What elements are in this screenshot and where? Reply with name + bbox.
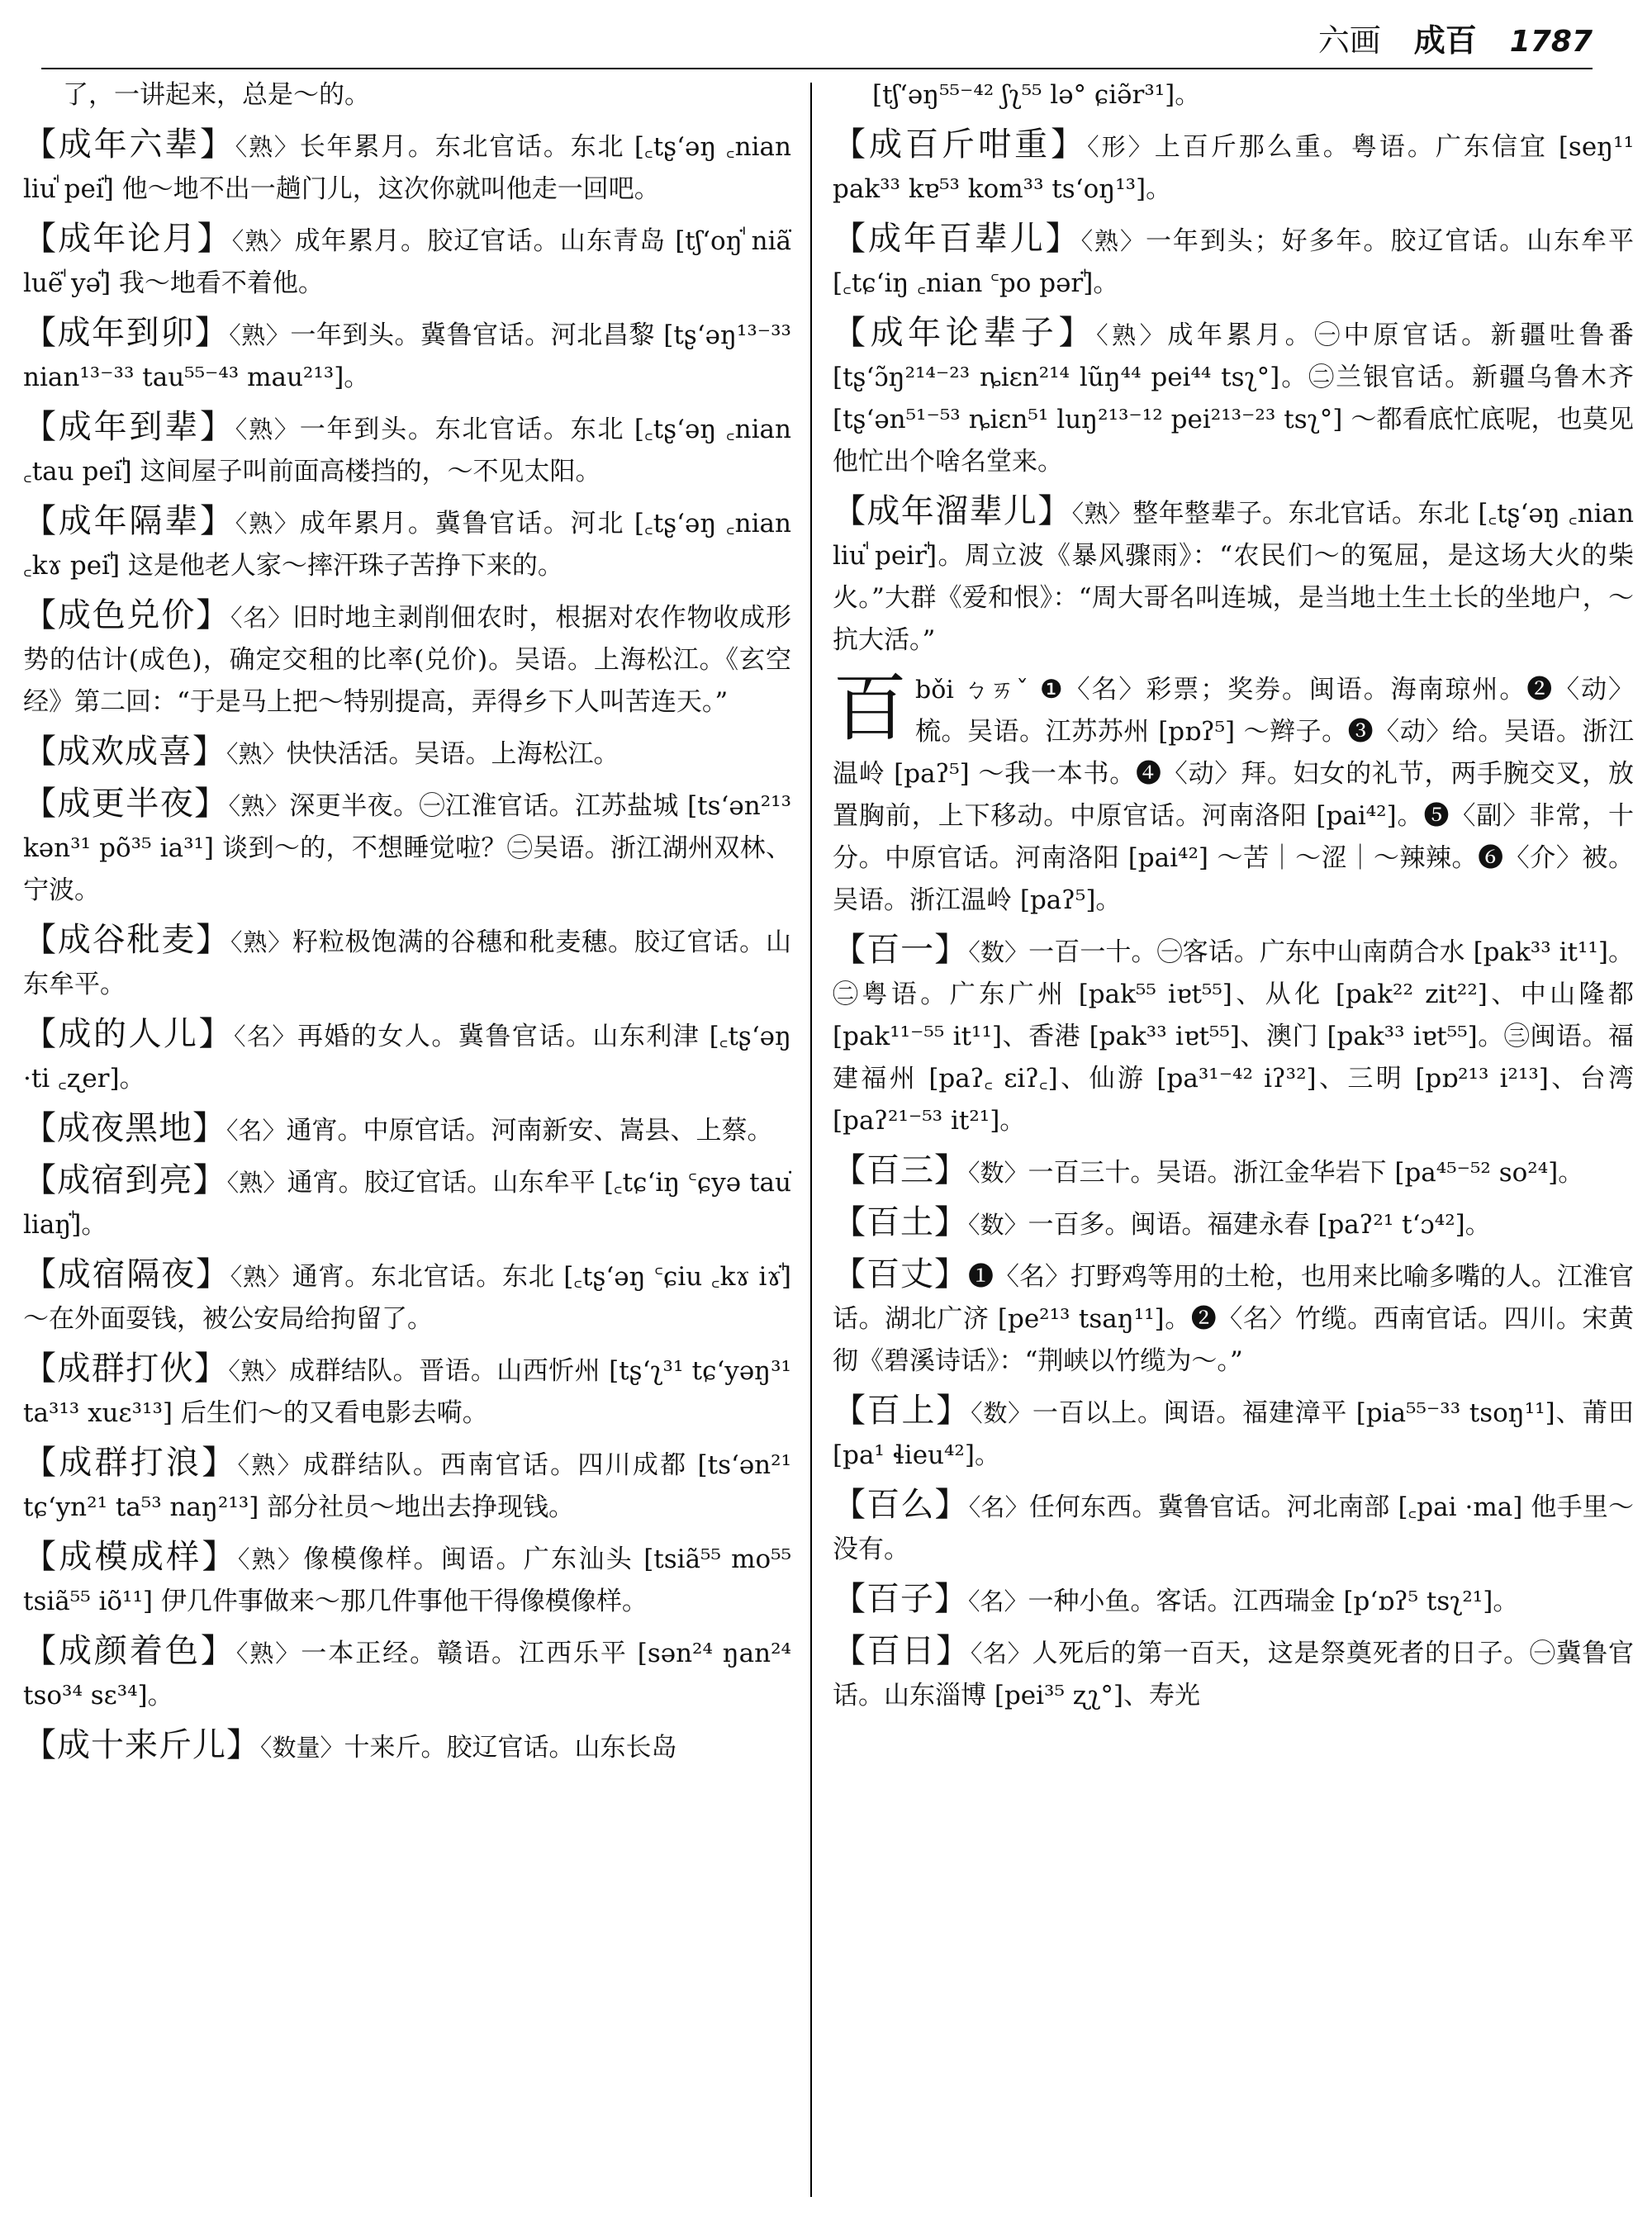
entry-definition: ❶〈名〉打野鸡等用的土枪，也用来比喻多嘴的人。江淮官话。湖北广济 [pe²¹³ tsaŋ¹¹]。❷〈名〉竹缆。西南官话。四川。宋黄彻《碧溪诗话》：“荆峡以竹缆为～。” [833,1262,1634,1376]
entry-part-of-speech: 〈名〉 [970,1639,1032,1668]
entry-definition: 一百一十。㊀客话。广东中山南荫合水 [pak³³ it¹¹]。㊁粤语。广东广州 [pak⁵⁵ iɐt⁵⁵]、从化 [pak²² zit²²]、中山隆都 [pak¹¹⁻⁵⁵ it¹¹]、香港 [pak³³ iɐt⁵⁵]、澳门 [pak³³ iɐt⁵⁵]。㊂闽语。福建福州 [paʔ꜀ ɛiʔ꜀]、仙游 [pa³¹⁻⁴² iʔ³²]、三明 [pɒ²¹³ i²¹³]、台湾 [paʔ²¹⁻⁵³ it²¹]。 [833,937,1634,1136]
entry-headword: 【百日】 [833,1632,971,1670]
dictionary-entry [833,124,1634,211]
dictionary-entry [23,1160,791,1246]
entry-definition: ❶〈名〉彩票；奖券。闽语。海南琼州。❷〈动〉梳。吴语。江苏苏州 [pɒʔ⁵] ～辫子。❸〈动〉给。吴语。浙江温岭 [paʔ⁵] ～我一本书。❹〈动〉拜。妇女的礼节，两手腕交叉，放置胸前，上下移动。中原官话。河南洛阳 [pai⁴²]。❺〈副〉非常，十分。中原官话。河南洛阳 [pai⁴²] ～苦｜～涩｜～辣辣。❻〈介〉被。吴语。浙江温岭 [paʔ⁵]。 [833,675,1634,915]
entry-definition: 一本正经。赣语。江西乐平 [sən²⁴ ŋan²⁴ tso³⁴ sɛ³⁴]。 [23,1639,791,1710]
dictionary-entry [23,1630,791,1717]
entry-part-of-speech: 〈熟〉 [1071,500,1133,528]
entry-part-of-speech: 〈名〉 [230,604,292,632]
header-rule [41,68,1593,69]
entry-headword: 【百子】 [833,1580,968,1618]
entry-headword: 【成宿隔夜】 [23,1255,230,1293]
entry-part-of-speech: 〈熟〉 [229,321,291,349]
dictionary-entry [23,1013,791,1100]
entry-headword: 【成的人儿】 [23,1015,234,1053]
entry-definition: 通宵。东北官话。东北 [꜀tʂʻəŋ ꜂ɕiu ꜀kɤ iɤꜗ] ～在外面耍钱，被公安局给拘留了。 [23,1262,791,1334]
entry-definition: 一百以上。闽语。福建漳平 [pia⁵⁵⁻³³ tsoŋ¹¹]、莆田 [pa¹ ɬieu⁴²]。 [833,1398,1634,1470]
entry-definition: 人死后的第一百天，这是祭奠死者的日子。㊀冀鲁官话。山东淄博 [pei³⁵ ʐʅ°]、寿光 [833,1639,1634,1710]
entry-part-of-speech: 〈名〉 [968,1587,1028,1616]
continuation-text: [tʃʻəŋ⁵⁵⁻⁴² ʃʅ⁵⁵ lə° ɕiə̃r³¹]。 [872,80,1201,110]
entry-part-of-speech: 〈熟〉 [235,415,300,444]
entry-definition: 籽粒极饱满的谷穗和秕麦穗。胶辽官话。山东牟平。 [23,928,791,999]
entry-headword: 【成年到卯】 [23,314,230,352]
entry-definition: 一年到头。冀鲁官话。河北昌黎 [tʂʻəŋ¹³⁻³³ nian¹³⁻³³ tau⁵⁵⁻⁴³ mau²¹³]。 [23,320,791,392]
dictionary-entry [833,1150,1634,1194]
entry-part-of-speech: 〈熟〉 [1080,227,1146,255]
entry-headword: 【成年六辈】 [23,126,235,164]
continuation-text: 了，一讲起来，总是～的。 [63,80,370,110]
dictionary-entry [23,731,791,776]
entry-part-of-speech: 〈熟〉 [226,740,287,768]
entry-definition: 成年累月。冀鲁官话。河北 [꜀tʂʻəŋ ꜀nian ꜀kɤ peiꜗ] 这是他老人家～摔汗珠子苦挣下来的。 [23,509,791,581]
entry-part-of-speech: 〈熟〉 [226,1169,287,1197]
entry-part-of-speech: 〈熟〉 [230,928,292,956]
entry-part-of-speech: 〈熟〉 [237,1451,303,1479]
dictionary-entry [833,1578,1634,1623]
entry-definition: 一年到头。东北官话。东北 [꜀tʂʻəŋ ꜀nian ꜀tau peiꜗ] 这间屋子叫前面高楼挡的，～不见太阳。 [23,415,791,486]
entry-continuation [23,74,791,116]
entry-headword: 【成夜黑地】 [23,1109,226,1147]
section-label: 六画 [1317,22,1381,59]
entry-definition: 十来斤。胶辽官话。山东长岛 [344,1733,677,1763]
entry-headword: 【成群打浪】 [23,1444,238,1482]
dictionary-entry [23,919,791,1006]
dictionary-entry [23,1108,791,1152]
entry-continuation [833,74,1634,116]
entry-headword: 【成群打伙】 [23,1350,229,1388]
entry-part-of-speech: 〈形〉 [1087,133,1155,161]
entry-part-of-speech: 〈熟〉 [228,1357,290,1385]
page-number: 1787 [1509,25,1593,59]
entry-headword: 【成欢成喜】 [23,733,226,771]
entry-headword: 【百土】 [833,1203,968,1241]
dictionary-entry [23,1348,791,1435]
entry-part-of-speech: 〈名〉 [233,1022,297,1051]
entry-headword: 【成年百辈儿】 [833,220,1081,258]
dictionary-entry [833,1484,1634,1571]
entry-part-of-speech: 〈熟〉 [235,510,300,538]
dictionary-entry [833,1202,1634,1246]
running-head: 成百 [1413,21,1477,59]
dictionary-entry [23,1254,791,1340]
entry-headword: 【百么】 [833,1486,969,1524]
entry-headword: 【百一】 [833,931,969,969]
entry-part-of-speech: 〈名〉 [226,1117,287,1145]
entry-part-of-speech: 〈数〉 [968,1159,1028,1187]
entry-headword: 【成模成样】 [23,1538,238,1576]
entry-headword: 【成宿到亮】 [23,1161,227,1199]
entry-pinyin: bǒi ㄅㄞˇ [915,676,1031,705]
entry-definition: 上百斤那么重。粤语。广东信宜 [seŋ¹¹ pak³³ kɐ⁵³ kom³³ tsʻoŋ¹³]。 [833,132,1634,204]
entry-headword: 【成百斤咁重】 [833,126,1088,164]
entry-definition: 一年到头；好多年。胶辽官话。山东牟平 [꜀tɕʻiŋ ꜀nian ꜂po pərꜗ]。 [833,226,1634,298]
dictionary-entry [23,595,791,724]
entry-definition: 一种小鱼。客话。江西瑞金 [pʻɒʔ⁵ tsʅ²¹]。 [1028,1587,1519,1616]
entry-headword: 【成色兑价】 [23,596,230,634]
entry-part-of-speech: 〈熟〉 [230,1263,292,1291]
entry-part-of-speech: 〈熟〉 [235,1639,301,1668]
dictionary-entry [833,1254,1634,1383]
entry-headword: 【百上】 [833,1392,971,1430]
dictionary-entry [23,1536,791,1623]
entry-definition: 像模像样。闽语。广东汕头 [tsiã⁵⁵ mo⁵⁵ tsiã⁵⁵ iõ¹¹] 伊几件事做来～那几件事他干得像模像样。 [23,1544,791,1616]
entry-headword: 【成十来斤儿】 [23,1726,260,1764]
entry-part-of-speech: 〈熟〉 [231,227,295,255]
entry-headword: 【成年到辈】 [23,408,235,446]
right-column [833,74,1634,2205]
dictionary-entry [833,491,1634,662]
dictionary-entry [833,929,1634,1142]
entry-definition: 旧时地主剥削佃农时，根据对农作物收成形势的估计(成色)，确定交租的比率(兑价)。吴语。上海松江。《玄空经》第二回：“于是马上把～特别提高，弄得乡下人叫苦连天。” [23,603,791,717]
dictionary-entry [833,218,1634,305]
entry-part-of-speech: 〈数〉 [971,1399,1032,1427]
entry-headword: 【成年论月】 [23,220,232,258]
entry-definition: 一百多。闽语。福建永春 [paʔ²¹ tʻɔ⁴²]。 [1028,1210,1491,1240]
entry-definition: 长年累月。东北官话。东北 [꜀tʂʻəŋ ꜀nian liuꜗ peiꜗ] 他～地不出一趟门儿，这次你就叫他走一回吧。 [23,132,791,204]
entry-definition: 通宵。胶辽官话。山东牟平 [꜀tɕʻiŋ ꜂ɕyə tauꜗ liaŋꜗ]。 [23,1168,791,1240]
dictionary-entry [23,501,791,587]
entry-part-of-speech: 〈数〉 [968,1211,1028,1239]
entry-headword: 【成年论辈子】 [833,314,1097,352]
entry-headword: 【成颜着色】 [23,1632,236,1670]
dictionary-entry [833,1630,1634,1717]
dictionary-entry [23,312,791,399]
entry-headword: 【成年溜辈儿】 [833,492,1072,530]
entry-definition: 任何东西。冀鲁官话。河北南部 [꜀pai ·ma] 他手里～没有。 [833,1492,1634,1564]
page-header [1318,15,1593,60]
entry-definition: 成年累月。㊀中原官话。新疆吐鲁番 [tʂʻɔ̃ŋ²¹⁴⁻²³ ȵiɛn²¹⁴ lũŋ⁴⁴ pei⁴⁴ tsʅ°]。㊁兰银官话。新疆乌鲁木齐 [tʂʻən⁵¹⁻⁵³ ȵiɛn⁵¹ luŋ²¹³⁻¹² pei²¹³⁻²³ tsʅ°] ～都看底忙底呢，也莫见他忙出个啥名堂来。 [833,320,1634,477]
entry-definition: 再婚的女人。冀鲁官话。山东利津 [꜀tʂʻəŋ ·ti ꜀ʐer]。 [23,1022,791,1094]
entry-definition: 通宵。中原官话。河南新安、嵩县、上蔡。 [286,1116,773,1146]
entry-headword: 【百丈】 [833,1255,968,1293]
dictionary-entry [23,218,791,305]
entry-part-of-speech: 〈数〉 [968,938,1029,966]
entry-definition: 一百三十。吴语。浙江金华岩下 [pa⁴⁵⁻⁵² so²⁴]。 [1028,1158,1584,1188]
entry-definition: 成年累月。胶辽官话。山东青岛 [tʃʻoŋꜗ niãꜗ luẽꜗ yəꜗ] 我～地看不着他。 [23,226,791,298]
dictionary-entry [23,406,791,493]
dictionary-entry [23,1725,791,1769]
character-entry [833,665,1634,922]
entry-character: 百 [833,665,907,752]
left-column [23,74,791,2205]
dictionary-entry [23,783,791,912]
column-divider [810,83,812,2197]
dictionary-entry [833,1390,1634,1477]
entry-definition: 深更半夜。㊀江淮官话。江苏盐城 [tsʻən²¹³ kən³¹ põ³⁵ ia³¹] 谈到～的，不想睡觉啦？㊁吴语。浙江湖州双林、宁波。 [23,791,791,905]
entry-definition: 成群结队。西南官话。四川成都 [tsʻən²¹ tɕʻyn²¹ ta⁵³ naŋ²¹³] 部分社员～地出去挣现钱。 [23,1450,791,1522]
dictionary-entry [23,124,791,211]
entry-headword: 【成更半夜】 [23,785,229,823]
entry-definition: 整年整辈子。东北官话。东北 [꜀tʂʻəŋ ꜀nian liuꜗ peirꜗ]。周立波《暴风骤雨》：“农民们～的冤屈，是这场大火的柴火。”大群《爱和恨》：“周大哥名叫连城，是当地土生土长的坐地户，～抗大活。” [833,499,1634,655]
entry-part-of-speech: 〈熟〉 [1096,321,1168,349]
entry-part-of-speech: 〈名〉 [968,1493,1029,1521]
dictionary-entry [23,1442,791,1529]
entry-headword: 【百三】 [833,1151,968,1189]
dictionary-entry [833,312,1634,483]
entry-definition: 快快活活。吴语。上海松江。 [286,739,620,769]
entry-part-of-speech: 〈数量〉 [260,1734,344,1762]
entry-part-of-speech: 〈熟〉 [237,1545,304,1573]
entry-part-of-speech: 〈熟〉 [228,792,290,820]
entry-definition: 成群结队。晋语。山西忻州 [tʂʻʅ³¹ tɕʻyəŋ³¹ ta³¹³ xuɛ³¹³] 后生们～的又看电影去嗬。 [23,1356,791,1428]
entry-part-of-speech: 〈熟〉 [235,133,300,161]
entry-headword: 【成年隔辈】 [23,502,235,540]
entry-headword: 【成谷秕麦】 [23,921,230,959]
